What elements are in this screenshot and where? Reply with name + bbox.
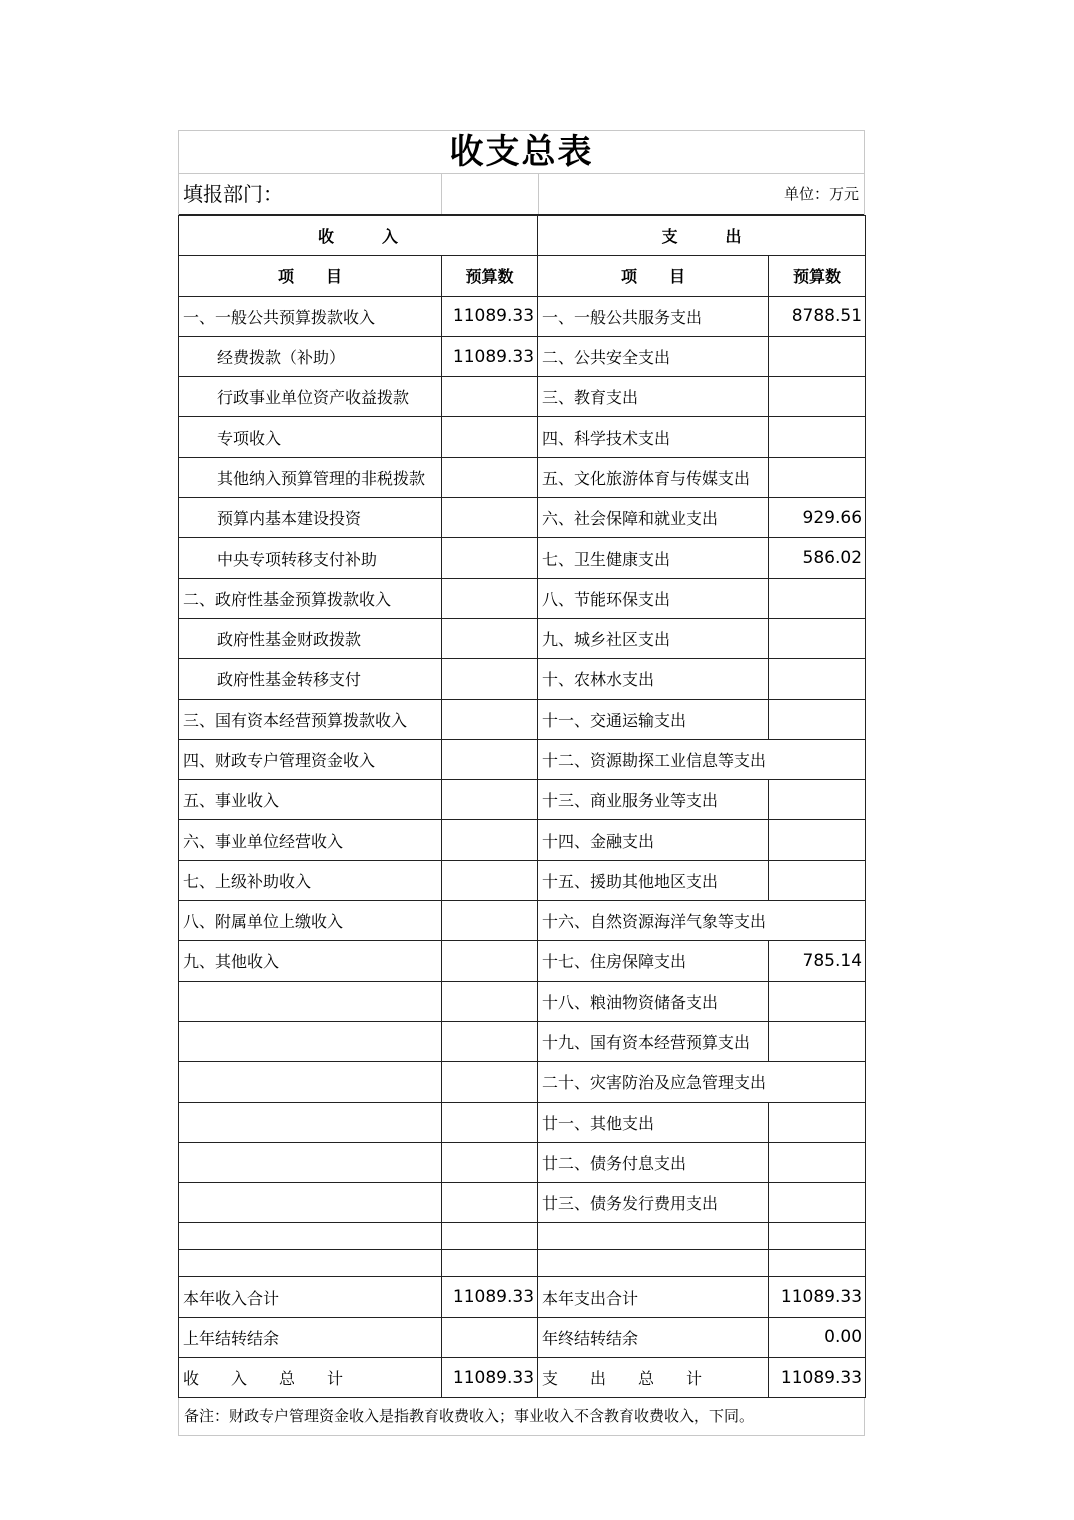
income-item-label: 九、其他收入 <box>179 941 442 981</box>
expense-total-value: 0.00 <box>769 1317 866 1357</box>
total-row <box>179 1317 866 1357</box>
table-row <box>179 981 866 1021</box>
page-title: 收支总表 <box>179 131 864 174</box>
income-budget-value <box>442 1183 538 1223</box>
income-item-label: 经费拨款（补助） <box>179 336 442 376</box>
expense-budget-value <box>769 417 866 457</box>
income-budget-value <box>442 377 538 417</box>
income-budget-value <box>442 1021 538 1061</box>
sheet-header <box>178 130 865 215</box>
expense-budget-header: 预算数 <box>769 256 866 296</box>
income-budget-value <box>442 860 538 900</box>
budget-sheet <box>178 130 865 1436</box>
expense-budget-value <box>769 457 866 497</box>
unit-label: 单位：万元 <box>783 185 859 203</box>
expense-budget-value <box>769 699 866 739</box>
income-budget-value <box>442 498 538 538</box>
income-item-label: 政府性基金财政拨款 <box>179 618 442 658</box>
expense-budget-value <box>769 336 866 376</box>
income-item-label: 中央专项转移支付补助 <box>179 538 442 578</box>
expense-budget-blank <box>769 1250 866 1277</box>
expense-item-label: 四、科学技术支出 <box>538 417 769 457</box>
expense-item-label: 十一、交通运输支出 <box>538 699 769 739</box>
footnote: 备注：财政专户管理资金收入是指教育收费收入；事业收入不含教育收费收入，下同。 <box>178 1398 865 1436</box>
income-budget-value <box>442 901 538 941</box>
income-item-label: 政府性基金转移支付 <box>179 659 442 699</box>
income-item-label <box>179 1021 442 1061</box>
income-budget-value <box>442 1142 538 1182</box>
table-row <box>179 1062 866 1102</box>
income-item-label: 专项收入 <box>179 417 442 457</box>
expense-item-label: 十四、金融支出 <box>538 820 769 860</box>
expense-item-label: 一、一般公共服务支出 <box>538 296 769 336</box>
income-item-label: 预算内基本建设投资 <box>179 498 442 538</box>
income-item-label <box>179 1062 442 1102</box>
expense-item-blank <box>538 1223 769 1250</box>
expense-total-label: 本年支出合计 <box>538 1277 769 1317</box>
income-budget-value: 11089.33 <box>442 336 538 376</box>
income-total-label: 本年收入合计 <box>179 1277 442 1317</box>
income-total-label: 收 入 总 计 <box>179 1358 442 1398</box>
table-row <box>179 860 866 900</box>
expense-item-blank <box>538 1250 769 1277</box>
table-row <box>179 538 866 578</box>
total-row <box>179 1358 866 1398</box>
income-total-value: 11089.33 <box>442 1277 538 1317</box>
expense-budget-value: 785.14 <box>769 941 866 981</box>
expense-item-label: 九、城乡社区支出 <box>538 618 769 658</box>
income-item-label: 一、一般公共预算拨款收入 <box>179 296 442 336</box>
expense-budget-value: 929.66 <box>769 498 866 538</box>
income-total-value: 11089.33 <box>442 1358 538 1398</box>
table-row <box>179 336 866 376</box>
income-budget-value <box>442 820 538 860</box>
expense-budget-value: 586.02 <box>769 538 866 578</box>
expense-item-label: 五、文化旅游体育与传媒支出 <box>538 457 769 497</box>
income-budget-value <box>442 578 538 618</box>
expense-item-label: 十二、资源勘探工业信息等支出 <box>538 739 866 779</box>
expense-budget-value <box>769 1142 866 1182</box>
income-item-label: 三、国有资本经营预算拨款收入 <box>179 699 442 739</box>
income-item-blank <box>179 1223 442 1250</box>
income-total-value <box>442 1317 538 1357</box>
summary-table <box>178 215 866 1398</box>
income-item-label <box>179 1142 442 1182</box>
income-item-label: 五、事业收入 <box>179 780 442 820</box>
table-row <box>179 659 866 699</box>
total-row <box>179 1277 866 1317</box>
expense-item-header: 项 目 <box>538 256 769 296</box>
expense-item-label: 十九、国有资本经营预算支出 <box>538 1021 769 1061</box>
income-item-label <box>179 981 442 1021</box>
expense-item-label: 廿三、债务发行费用支出 <box>538 1183 769 1223</box>
income-item-label <box>179 1183 442 1223</box>
table-row <box>179 498 866 538</box>
income-item-label <box>179 1102 442 1142</box>
expense-item-label: 廿一、其他支出 <box>538 1102 769 1142</box>
expense-budget-value <box>769 1102 866 1142</box>
income-item-blank <box>179 1250 442 1277</box>
income-item-label: 行政事业单位资产收益拨款 <box>179 377 442 417</box>
meta-row <box>179 174 864 215</box>
table-row <box>179 578 866 618</box>
table-row <box>179 296 866 336</box>
fill-dept-label: 填报部门： <box>179 174 442 214</box>
expense-total-label: 年终结转结余 <box>538 1317 769 1357</box>
income-total-label: 上年结转结余 <box>179 1317 442 1357</box>
expense-item-label: 十七、住房保障支出 <box>538 941 769 981</box>
income-item-label: 六、事业单位经营收入 <box>179 820 442 860</box>
income-header: 收 入 <box>179 216 538 256</box>
expense-budget-value <box>769 780 866 820</box>
income-item-label: 七、上级补助收入 <box>179 860 442 900</box>
income-budget-value: 11089.33 <box>442 296 538 336</box>
expense-budget-value <box>769 659 866 699</box>
table-row <box>179 618 866 658</box>
expense-budget-value <box>769 820 866 860</box>
column-header-row <box>179 256 866 296</box>
section-header-row <box>179 216 866 256</box>
expense-total-value: 11089.33 <box>769 1277 866 1317</box>
expense-item-label: 二十、灾害防治及应急管理支出 <box>538 1062 866 1102</box>
expense-item-label: 十三、商业服务业等支出 <box>538 780 769 820</box>
expense-budget-value <box>769 578 866 618</box>
expense-item-label: 十六、自然资源海洋气象等支出 <box>538 901 866 941</box>
table-row <box>179 1021 866 1061</box>
expense-item-label: 七、卫生健康支出 <box>538 538 769 578</box>
expense-budget-value <box>769 1183 866 1223</box>
expense-item-label: 十八、粮油物资储备支出 <box>538 981 769 1021</box>
income-budget-value <box>442 417 538 457</box>
expense-item-label: 六、社会保障和就业支出 <box>538 498 769 538</box>
expense-item-label: 十、农林水支出 <box>538 659 769 699</box>
table-row <box>179 1183 866 1223</box>
table-row <box>179 1142 866 1182</box>
income-budget-value <box>442 699 538 739</box>
expense-budget-value <box>769 377 866 417</box>
expense-item-label: 八、节能环保支出 <box>538 578 769 618</box>
expense-item-label: 二、公共安全支出 <box>538 336 769 376</box>
table-row <box>179 699 866 739</box>
income-budget-value <box>442 618 538 658</box>
expense-item-label: 十五、援助其他地区支出 <box>538 860 769 900</box>
income-budget-value <box>442 538 538 578</box>
expense-budget-value <box>769 618 866 658</box>
income-item-label: 八、附属单位上缴收入 <box>179 901 442 941</box>
fill-dept-value <box>442 174 539 214</box>
table-row <box>179 739 866 779</box>
table-row <box>179 457 866 497</box>
blank-row <box>179 1223 866 1250</box>
expense-budget-value: 8788.51 <box>769 296 866 336</box>
income-budget-blank <box>442 1250 538 1277</box>
table-row <box>179 417 866 457</box>
expense-total-value: 11089.33 <box>769 1358 866 1398</box>
income-item-label: 其他纳入预算管理的非税拨款 <box>179 457 442 497</box>
income-budget-value <box>442 941 538 981</box>
income-budget-value <box>442 780 538 820</box>
income-budget-header: 预算数 <box>442 256 538 296</box>
income-budget-value <box>442 1102 538 1142</box>
income-budget-value <box>442 1062 538 1102</box>
table-row <box>179 941 866 981</box>
expense-budget-value <box>769 1021 866 1061</box>
expense-budget-blank <box>769 1223 866 1250</box>
table-row <box>179 377 866 417</box>
expense-budget-value <box>769 981 866 1021</box>
expense-budget-value <box>769 860 866 900</box>
income-budget-value <box>442 457 538 497</box>
income-budget-blank <box>442 1223 538 1250</box>
income-budget-value <box>442 739 538 779</box>
income-budget-value <box>442 659 538 699</box>
expense-item-label: 三、教育支出 <box>538 377 769 417</box>
income-item-header: 项 目 <box>179 256 442 296</box>
table-row <box>179 901 866 941</box>
table-row <box>179 1102 866 1142</box>
income-item-label: 四、财政专户管理资金收入 <box>179 739 442 779</box>
income-item-label: 二、政府性基金预算拨款收入 <box>179 578 442 618</box>
table-row <box>179 820 866 860</box>
blank-row <box>179 1250 866 1277</box>
expense-header: 支 出 <box>538 216 866 256</box>
expense-item-label: 廿二、债务付息支出 <box>538 1142 769 1182</box>
income-budget-value <box>442 981 538 1021</box>
expense-total-label: 支 出 总 计 <box>538 1358 769 1398</box>
table-row <box>179 780 866 820</box>
